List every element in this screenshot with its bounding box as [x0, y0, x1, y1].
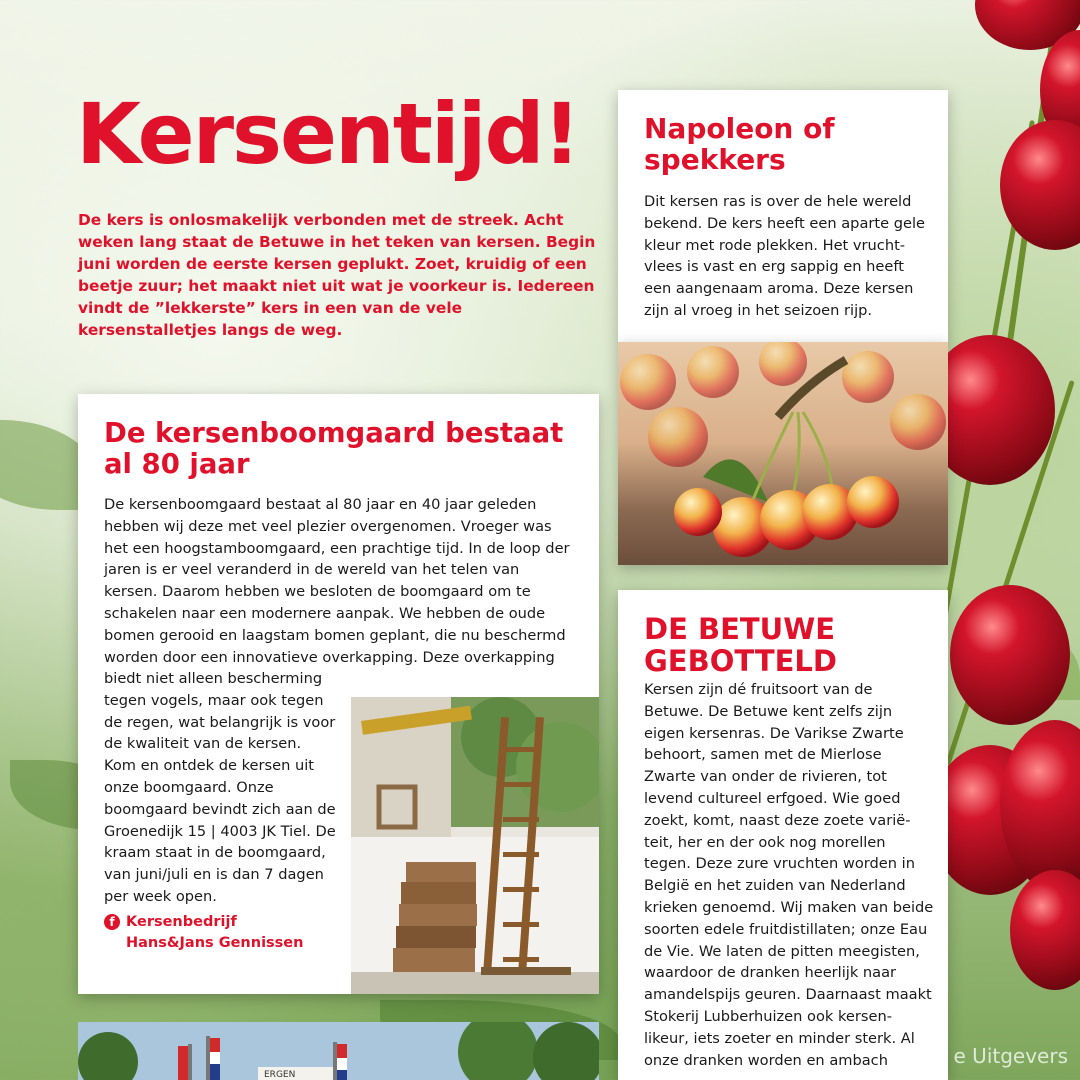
- intro-text: De kers is onlosmakelijk verbonden met de streek. Acht weken lang staat de Betuwe in het teken van kersen. Begin juni worden de eerste kersen geplukt. Zoet, kruidig of een beetje zuur; het maakt niet uit wat je voorkeur is. Iedereen vindt de ”lekkerste” kers in een van de vele kersenstalletjes langs de weg.: [78, 211, 596, 339]
- orchard-card: [78, 394, 599, 994]
- barn-photo: [351, 697, 599, 994]
- orchard-body-side: biedt niet alleen bescherming tegen vogels, maar ook tegen de regen, wat belangrijk is voor de kwaliteit van de kersen. Kom en ontdek de kersen uit onze boomgaard. Onze boomgaard bevindt zich aan de Groenedijk 15 | 4003 JK Tiel. De kraam staat in de boomgaard, van juni/juli en is dan 7 dagen per week open.: [104, 670, 336, 905]
- barn-illustration: [351, 697, 599, 994]
- cherry: [950, 585, 1070, 725]
- page-title: Kersentijd!: [76, 85, 579, 183]
- market-illustration: [78, 1022, 599, 1080]
- facebook-icon: f: [104, 914, 120, 930]
- betuwe-card: [618, 590, 948, 1080]
- orchard-body-top: De kersenboomgaard bestaat al 80 jaar en 40 jaar geleden hebben wij deze met veel plezier overgenomen. Vroeger was het een hoogstamboomgaard, een prachtige tijd. In de loop der jaren is er veel veranderd in de wereld van het telen van kersen. Daarom hebben we besloten de boomgaard om te schakelen naar een modernere aanpak. We hebben de oude bomen gerooid en laagstam bomen geplant, die nu beschermd worden door een innovatieve overkapping. Deze overkapping: [104, 496, 570, 666]
- yellow-cherries-photo: [618, 342, 948, 565]
- market-sign: ERGEN: [264, 1070, 296, 1080]
- cherry-illustration: [618, 342, 948, 565]
- napoleon-heading: Napoleon of spekkers: [644, 112, 835, 177]
- betuwe-heading: DE BETUWE GEBOTTELD: [644, 612, 837, 678]
- market-photo: [78, 1022, 599, 1080]
- napoleon-card: [618, 90, 948, 342]
- betuwe-body: Kersen zijn dé fruitsoort van de Betuwe. De Betuwe kent zelfs zijn eigen kersenras. De Varikse Zwarte behoort, samen met de Mierlose Zwarte van onder de rivieren, tot levend cultureel erfgoed. Wie goed zoekt, komt, naast deze zoete varië-teit, her en der ook nog morellen tegen. Deze zure vruchten worden in België en het zuiden van Nederland krieken genoemd. Wij maken van beide soorten edele fruitdistillaten; onze Eau de Vie. We laten de pitten meegisten, waardoor de dranken heerlijk naar amandelspijs geuren. Daarnaast maakt Stokerij Lubberhuizen ook kersen-likeur, iets zoeter en minder sterk. Al onze dranken worden en ambach: [644, 681, 934, 1069]
- napoleon-body: Dit kersen ras is over de hele wereld bekend. De kers heeft een aparte gele kleur met rode plekken. Het vrucht-vlees is vast en erg sappig en heeft een aangenaam aroma. Deze kersen zijn al vroeg in het seizoen rijp.: [644, 193, 926, 319]
- facebook-link[interactable]: [104, 912, 326, 954]
- cherry: [1010, 870, 1080, 990]
- facebook-label: Kersenbedrijf Hans&Jans Gennissen: [126, 914, 304, 951]
- publisher-watermark: e Uitgevers: [953, 1044, 1068, 1068]
- orchard-heading: De kersenboomgaard bestaat al 80 jaar: [104, 417, 564, 480]
